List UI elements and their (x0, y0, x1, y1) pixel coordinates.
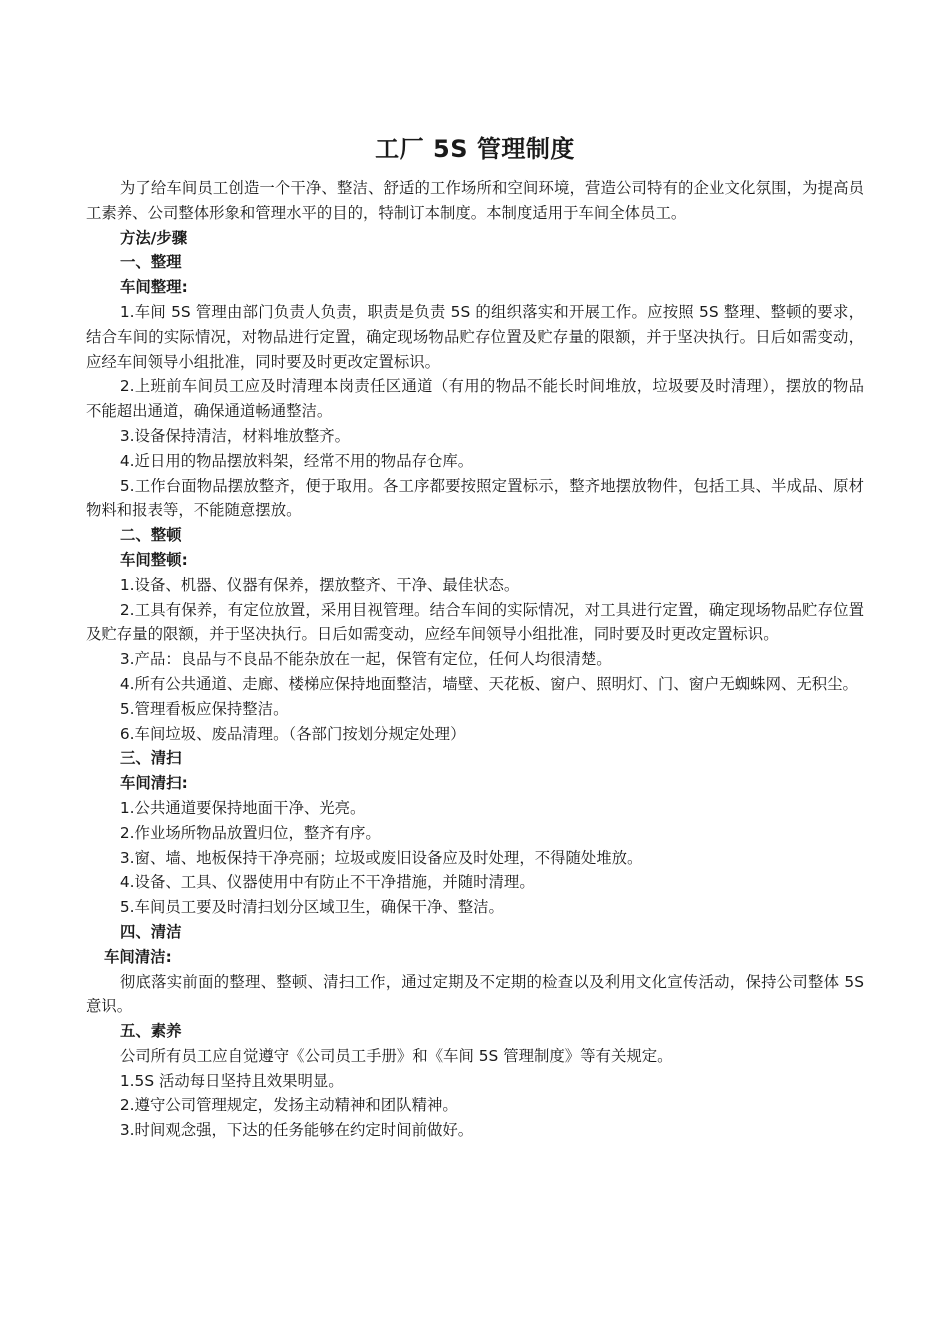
section-3-heading: 三、清扫 (120, 749, 182, 768)
section-4-heading: 四、清洁 (120, 922, 182, 941)
section-5-item: 1.5S 活动每日坚持且效果明显。 (119, 1071, 344, 1090)
section-5-heading: 五、素养 (120, 1022, 182, 1041)
section-5-item: 2.遵守公司管理规定，发扬主动精神和团队精神。 (119, 1096, 458, 1115)
section-5-paragraph: 公司所有员工应自觉遵守《公司员工手册》和《车间 5S 管理制度》等有关规定。 (119, 1046, 673, 1065)
section-3-subheading: 车间清扫: (120, 774, 188, 793)
section-1-subheading: 车间整理: (120, 278, 188, 297)
section-1-heading: 一、整理 (120, 253, 182, 272)
section-3-item: 5.车间员工要及时清扫划分区域卫生，确保干净、整洁。 (119, 898, 504, 917)
section-2-item: 1.设备、机器、仪器有保养，摆放整齐、干净、最佳状态。 (119, 575, 520, 594)
section-2-item: 2.工具有保养，有定位放置，采用目视管理。结合车间的实际情况，对工具进行定置，确定现场物品贮存位置及贮存量的限额，并于坚决执行。日后如需变动，应经车间领导小组批准，同时要及时更改定置标识。 (86, 600, 864, 644)
section-2-item: 4.所有公共通道、走廊、楼梯应保持地面整洁，墙壁、天花板、窗户、照明灯、门、窗户无蜘蛛网、无积尘。 (119, 674, 858, 693)
section-1-item: 5.工作台面物品摆放整齐，便于取用。各工序都要按照定置标示，整齐地摆放物件，包括工具、半成品、原材物料和报表等，不能随意摆放。 (86, 476, 864, 520)
section-4-paragraph: 彻底落实前面的整理、整顿、清扫工作，通过定期及不定期的检查以及利用文化宣传活动，保持公司整体 5S 意识。 (86, 972, 864, 1016)
section-1-item: 2.上班前车间员工应及时清理本岗责任区通道（有用的物品不能长时间堆放，垃圾要及时清理），摆放的物品不能超出通道，确保通道畅通整洁。 (86, 377, 864, 421)
section-1-item: 1.车间 5S 管理由部门负责人负责，职责是负责 5S 的组织落实和开展工作。应按照 5S 整理、整顿的要求，结合车间的实际情况，对物品进行定置，确定现场物品贮存位置及贮存量的限额，并于坚决执行。日后如需变动，应经车间领导小组批准，同时要及时更改定置标识。 (86, 302, 864, 371)
section-1-item: 4.近日用的物品摆放料架，经常不用的物品存仓库。 (119, 451, 474, 470)
section-1-item: 3.设备保持清洁，材料堆放整齐。 (119, 426, 351, 445)
section-2-heading: 二、整顿 (120, 526, 182, 545)
section-2-item: 5.管理看板应保持整洁。 (119, 699, 289, 718)
section-2-subheading: 车间整顿: (120, 550, 188, 569)
section-3-item: 3.窗、墙、地板保持干净亮丽；垃圾或废旧设备应及时处理，不得随处堆放。 (119, 848, 643, 867)
section-4-subheading: 车间清洁: (104, 947, 172, 966)
section-2-item: 3.产品：良品与不良品不能杂放在一起，保管有定位，任何人均很清楚。 (119, 650, 612, 669)
intro-paragraph: 为了给车间员工创造一个干净、整洁、舒适的工作场所和空间环境，营造公司特有的企业文化氛围，为提高员工素养、公司整体形象和管理水平的目的，特制订本制度。本制度适用于车间全体员工。 (86, 179, 864, 222)
section-2-item: 6.车间垃圾、废品清理。（各部门按划分规定处理） (119, 724, 466, 743)
page-title: 工厂 5S 管理制度 (375, 135, 575, 163)
section-3-item: 2.作业场所物品放置归位，整齐有序。 (119, 823, 381, 842)
section-3-item: 1.公共通道要保持地面干净、光亮。 (119, 798, 366, 817)
section-5-item: 3.时间观念强，下达的任务能够在约定时间前做好。 (119, 1121, 474, 1140)
method-heading: 方法/步骤 (120, 228, 188, 247)
section-3-item: 4.设备、工具、仪器使用中有防止不干净措施，并随时清理。 (119, 873, 535, 892)
